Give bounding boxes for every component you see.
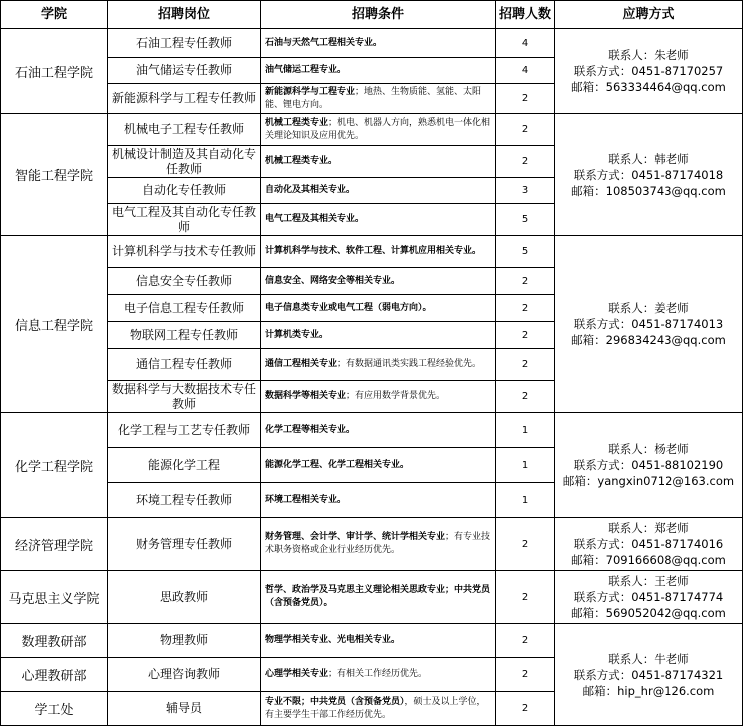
condition-cell bbox=[261, 29, 496, 58]
hire-count: 5 bbox=[496, 236, 555, 268]
position-name: 心理咨询教师 bbox=[108, 658, 261, 692]
condition-cell bbox=[261, 413, 496, 448]
position-name: 油气储运专任教师 bbox=[108, 58, 261, 84]
condition-main: 油气储运工程专业。 bbox=[265, 65, 347, 75]
contact-email: 邮箱：yangxin0712@163.com bbox=[562, 474, 735, 488]
condition-main: 化学工程等相关专业。 bbox=[265, 424, 356, 435]
hire-count: 3 bbox=[496, 178, 555, 204]
contact-phone: 联系方式：0451-87174018 bbox=[573, 167, 724, 182]
condition-main: 机械工程类专业 bbox=[265, 117, 329, 128]
contact-person: 联系人：王老师 bbox=[608, 574, 689, 588]
position-name: 石油工程专任教师 bbox=[108, 29, 261, 58]
position-name: 电子信息工程专任教师 bbox=[108, 295, 261, 322]
contact-phone: 联系方式：0451-88102190 bbox=[573, 458, 724, 472]
condition-cell bbox=[261, 146, 496, 178]
college-name: 学工处 bbox=[1, 692, 108, 726]
position-name: 信息安全专任教师 bbox=[108, 268, 261, 295]
college-name: 石油工程学院 bbox=[1, 29, 108, 114]
position-name: 新能源科学与工程专任教师 bbox=[108, 84, 261, 114]
college-name: 智能工程学院 bbox=[1, 114, 108, 236]
contact-phone: 联系方式：0451-87174774 bbox=[573, 590, 724, 604]
position-name: 能源化学工程 bbox=[108, 448, 261, 483]
hire-count: 2 bbox=[496, 268, 555, 295]
condition-main: 哲学、政治学及马克思主义理论相关思政专业；中共党员（含预备党员）。 bbox=[265, 585, 491, 608]
position-name: 化学工程与工艺专任教师 bbox=[108, 413, 261, 448]
table-row bbox=[1, 236, 743, 268]
condition-extra: ；有专业技术职务资格或企业行业经历优先。 bbox=[265, 532, 491, 555]
college-name: 经济管理学院 bbox=[1, 518, 108, 571]
college-name: 信息工程学院 bbox=[1, 236, 108, 413]
contact-person: 联系人：姜老师 bbox=[608, 301, 689, 315]
contact-email: 邮箱：108503743@qq.com bbox=[571, 183, 726, 198]
table-row bbox=[1, 413, 743, 448]
condition-main: 能源化学工程、化学工程相关专业。 bbox=[265, 459, 410, 470]
contact-phone: 联系方式：0451-87170257 bbox=[573, 64, 724, 78]
table-row bbox=[1, 518, 743, 571]
condition-extra: ，硕士及以上学位，有主要学生干部工作经历优先。 bbox=[265, 696, 486, 720]
contact-info bbox=[555, 518, 743, 571]
header-count: 招聘人数 bbox=[496, 1, 555, 29]
hire-count: 1 bbox=[496, 448, 555, 483]
college-name: 化学工程学院 bbox=[1, 413, 108, 518]
position-name: 财务管理专任教师 bbox=[108, 518, 261, 571]
condition-main: 机械工程类专业。 bbox=[265, 156, 338, 166]
hire-count: 2 bbox=[496, 571, 555, 624]
condition-extra: ；有数据通讯类实践工程经验优先。 bbox=[337, 359, 482, 369]
condition-cell bbox=[261, 322, 496, 349]
contact-info bbox=[555, 571, 743, 624]
condition-main: 信息安全、网络安全等相关专业。 bbox=[265, 275, 401, 286]
contact-person: 联系人：朱老师 bbox=[608, 48, 689, 62]
contact-person: 联系人：牛老师 bbox=[608, 651, 689, 666]
position-name: 电气工程及其自动化专任教师 bbox=[108, 204, 261, 236]
header-row bbox=[1, 1, 743, 29]
hire-count: 2 bbox=[496, 349, 555, 381]
contact-info bbox=[555, 413, 743, 518]
position-name: 通信工程专任教师 bbox=[108, 349, 261, 381]
condition-cell bbox=[261, 571, 496, 624]
position-name: 思政教师 bbox=[108, 571, 261, 624]
condition-main: 自动化及其相关专业。 bbox=[265, 185, 356, 195]
condition-cell bbox=[261, 236, 496, 268]
contact-phone: 联系方式：0451-87174013 bbox=[573, 317, 724, 331]
hire-count: 2 bbox=[496, 692, 555, 726]
contact-phone: 联系方式：0451-87174016 bbox=[573, 537, 724, 551]
condition-main: 专业不限；中共党员（含预备党员） bbox=[265, 696, 405, 707]
position-name: 自动化专任教师 bbox=[108, 178, 261, 204]
hire-count: 2 bbox=[496, 658, 555, 692]
position-name: 机械电子工程专任教师 bbox=[108, 114, 261, 146]
condition-cell bbox=[261, 349, 496, 381]
contact-phone: 联系方式：0451-87174321 bbox=[573, 667, 724, 682]
condition-extra: ；有相关工作经历优先。 bbox=[328, 669, 428, 679]
condition-cell bbox=[261, 692, 496, 726]
hire-count: 2 bbox=[496, 295, 555, 322]
college-name: 心理教研部 bbox=[1, 658, 108, 692]
contact-info bbox=[555, 114, 743, 236]
contact-email: 邮箱：hip_hr@126.com bbox=[582, 683, 715, 698]
position-name: 计算机科学与技术专任教师 bbox=[108, 236, 261, 268]
condition-cell bbox=[261, 295, 496, 322]
hire-count: 2 bbox=[496, 322, 555, 349]
condition-cell bbox=[261, 268, 496, 295]
position-name: 辅导员 bbox=[108, 692, 261, 726]
hire-count: 2 bbox=[496, 381, 555, 413]
hire-count: 4 bbox=[496, 29, 555, 58]
condition-main: 石油与天然气工程相关专业。 bbox=[265, 37, 383, 48]
condition-main: 计算机科学与技术、软件工程、计算机应用相关专业。 bbox=[265, 246, 482, 256]
table-row bbox=[1, 29, 743, 58]
condition-main: 心理学相关专业 bbox=[265, 669, 329, 679]
hire-count: 1 bbox=[496, 413, 555, 448]
contact-person: 联系人：韩老师 bbox=[608, 151, 689, 166]
condition-main: 计算机类专业。 bbox=[265, 329, 329, 340]
condition-cell bbox=[261, 58, 496, 84]
contact-email: 邮箱：563334464@qq.com bbox=[571, 80, 726, 94]
condition-extra: ；机电、机器人方向，熟悉机电一体化相关理论知识及应用优先。 bbox=[265, 117, 491, 141]
condition-extra: ；地热、生物质能、氢能、太阳能、锂电方向。 bbox=[265, 86, 482, 110]
condition-cell bbox=[261, 483, 496, 518]
condition-main: 新能源科学与工程专业 bbox=[265, 86, 356, 97]
contact-email: 邮箱：569052042@qq.com bbox=[571, 606, 726, 620]
condition-cell bbox=[261, 84, 496, 114]
condition-main: 电气工程及其相关专业。 bbox=[265, 214, 365, 224]
condition-cell bbox=[261, 114, 496, 146]
condition-cell bbox=[261, 658, 496, 692]
header-position: 招聘岗位 bbox=[108, 1, 261, 29]
hire-count: 4 bbox=[496, 58, 555, 84]
condition-cell bbox=[261, 624, 496, 658]
position-name: 环境工程专任教师 bbox=[108, 483, 261, 518]
contact-person: 联系人：郑老师 bbox=[608, 521, 689, 535]
header-college: 学院 bbox=[1, 1, 108, 29]
contact-info bbox=[555, 236, 743, 413]
contact-email: 邮箱：296834243@qq.com bbox=[571, 333, 726, 347]
condition-main: 通信工程相关专业 bbox=[265, 359, 338, 369]
table-row bbox=[1, 571, 743, 624]
hire-count: 1 bbox=[496, 483, 555, 518]
header-conditions: 招聘条件 bbox=[261, 1, 496, 29]
table-row bbox=[1, 114, 743, 146]
position-name: 数据科学与大数据技术专任教师 bbox=[108, 381, 261, 413]
position-name: 机械设计制造及其自动化专任教师 bbox=[108, 146, 261, 178]
contact-info bbox=[555, 29, 743, 114]
hire-count: 2 bbox=[496, 518, 555, 571]
table-row bbox=[1, 624, 743, 658]
position-name: 物联网工程专任教师 bbox=[108, 322, 261, 349]
hire-count: 2 bbox=[496, 146, 555, 178]
college-name: 马克思主义学院 bbox=[1, 571, 108, 624]
header-apply: 应聘方式 bbox=[555, 1, 743, 29]
contact-info bbox=[555, 624, 743, 726]
position-name: 物理教师 bbox=[108, 624, 261, 658]
contact-person: 联系人：杨老师 bbox=[608, 442, 689, 456]
condition-main: 数据科学等相关专业 bbox=[265, 391, 347, 401]
condition-main: 物理学相关专业、光电相关专业。 bbox=[265, 635, 401, 645]
contact-email: 邮箱：709166608@qq.com bbox=[571, 553, 726, 567]
condition-cell bbox=[261, 448, 496, 483]
condition-cell bbox=[261, 204, 496, 236]
condition-cell bbox=[261, 178, 496, 204]
condition-cell bbox=[261, 381, 496, 413]
hire-count: 5 bbox=[496, 204, 555, 236]
condition-main: 环境工程相关专业。 bbox=[265, 494, 347, 505]
hire-count: 2 bbox=[496, 114, 555, 146]
condition-main: 财务管理、会计学、审计学、统计学相关专业 bbox=[265, 532, 446, 542]
condition-cell bbox=[261, 518, 496, 571]
hire-count: 2 bbox=[496, 84, 555, 114]
college-name: 数理教研部 bbox=[1, 624, 108, 658]
hire-count: 2 bbox=[496, 624, 555, 658]
condition-extra: ；有应用数学背景优先。 bbox=[346, 391, 446, 401]
condition-main: 电子信息类专业或电气工程（弱电方向）。 bbox=[265, 302, 432, 313]
